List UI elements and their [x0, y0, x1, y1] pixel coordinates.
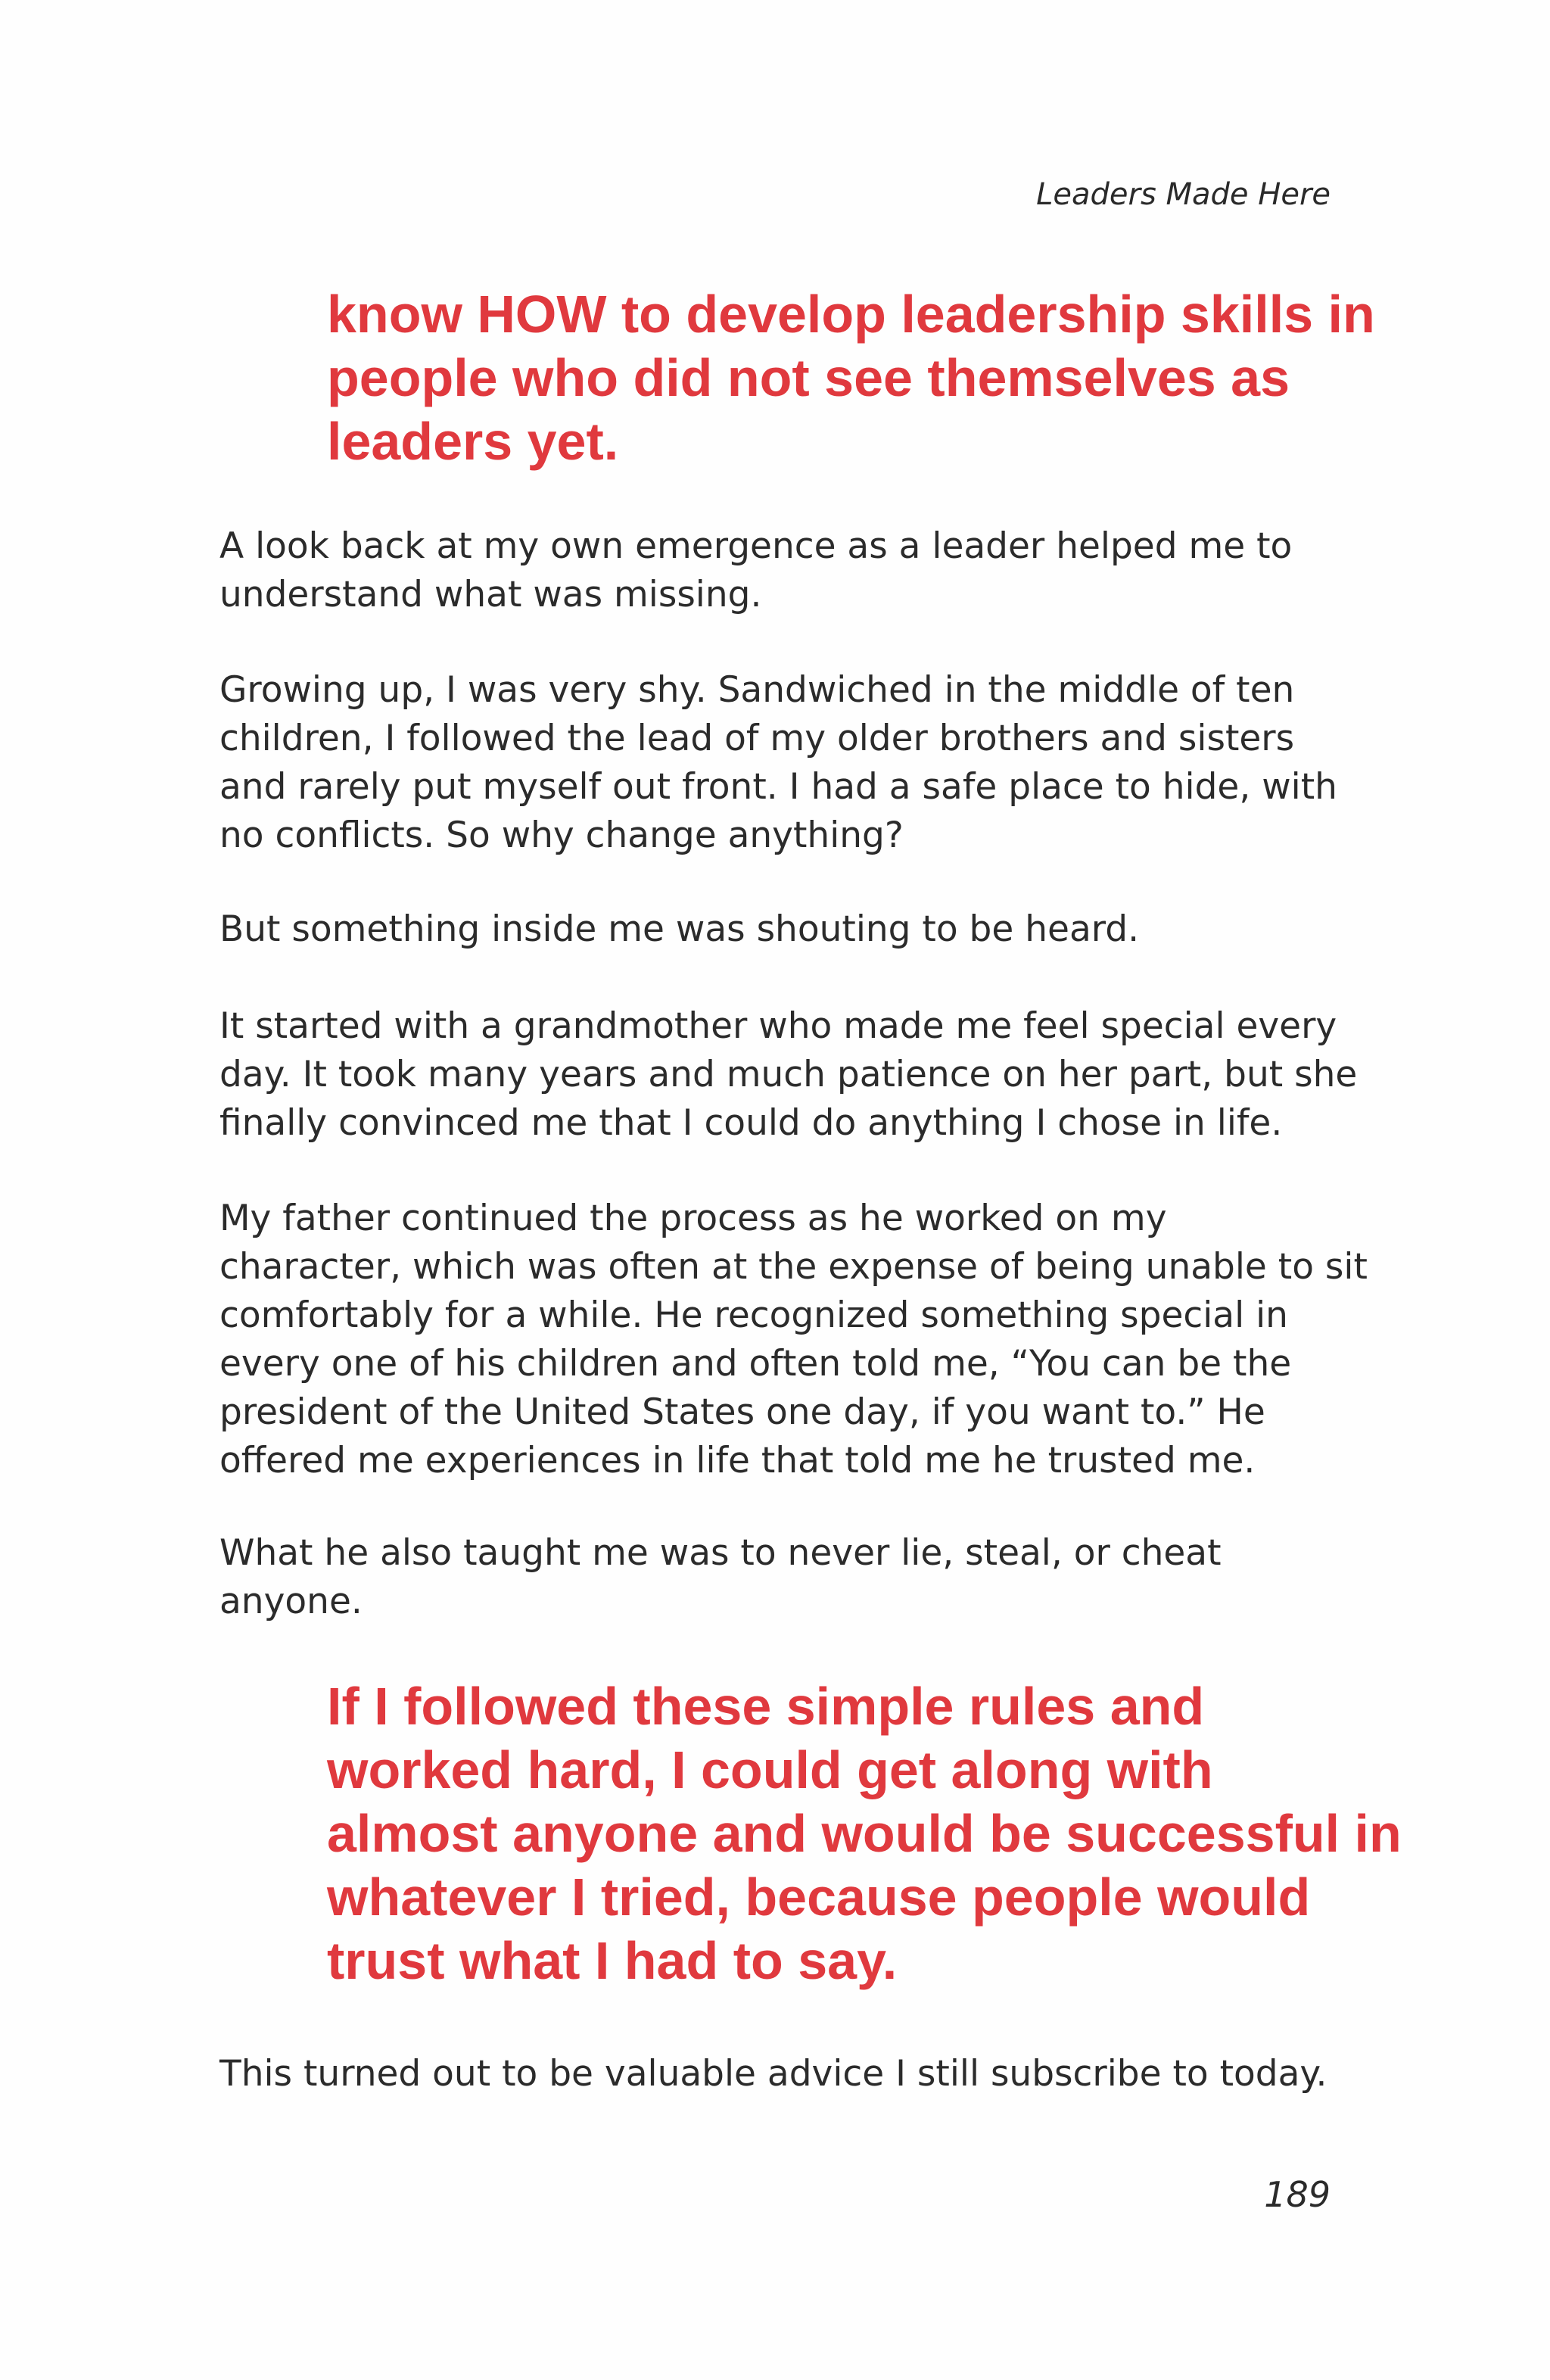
- pull-quote-line: know HOW to develop leadership skills in: [327, 285, 1375, 344]
- text-line: But something inside me was shouting to be heard.: [219, 908, 1140, 950]
- text-line: every one of his children and often told me, “You can be the: [219, 1343, 1292, 1385]
- pull-quote-line: worked hard, I could get along with: [327, 1740, 1213, 1799]
- text-line: finally convinced me that I could do anything I chose in life.: [219, 1102, 1283, 1144]
- body-paragraph-2: [219, 666, 1337, 860]
- text-line: What he also taught me was to never lie, steal, or cheat: [219, 1532, 1222, 1574]
- text-line: president of the United States one day, if you want to.” He: [219, 1391, 1265, 1433]
- text-line: character, which was often at the expense of being unable to sit: [219, 1246, 1368, 1288]
- pull-quote-line: people who did not see themselves as: [327, 348, 1290, 407]
- body-paragraph-1: [219, 522, 1332, 619]
- pull-quote-2: [327, 1674, 1402, 1992]
- text-line: anyone.: [219, 1581, 363, 1622]
- pull-quote-line: whatever I tried, because people would: [327, 1868, 1311, 1927]
- pull-quote-line: If I followed these simple rules and: [327, 1677, 1205, 1736]
- text-line: It started with a grandmother who made me feel special every: [219, 1005, 1337, 1047]
- text-line: My father continued the process as he worked on my: [219, 1198, 1167, 1239]
- text-line: no conflicts. So why change anything?: [219, 815, 904, 856]
- pull-quote-line: trust what I had to say.: [327, 1931, 898, 1990]
- text-line: offered me experiences in life that told me he trusted me.: [219, 1440, 1256, 1481]
- text-line: A look back at my own emergence as a leader helped me to: [219, 525, 1293, 567]
- pull-quote-1: [327, 282, 1375, 473]
- body-paragraph-5: [219, 1195, 1368, 1485]
- text-line: understand what was missing.: [219, 574, 762, 615]
- text-line: comfortably for a while. He recognized something special in: [219, 1294, 1288, 1336]
- body-paragraph-4: [219, 1002, 1358, 1148]
- body-paragraph-7: [219, 2050, 1332, 2098]
- text-line: Growing up, I was very shy. Sandwiched in the middle of ten: [219, 669, 1295, 711]
- text-line: This turned out to be valuable advice I still subscribe to today.: [219, 2053, 1327, 2095]
- running-header: Leaders Made Here: [1036, 177, 1331, 212]
- text-line: and rarely put myself out front. I had a safe place to hide, with: [219, 766, 1337, 808]
- page-number: 189: [1264, 2174, 1331, 2215]
- body-paragraph-6: [219, 1529, 1332, 1626]
- text-line: children, I followed the lead of my older brothers and sisters: [219, 718, 1295, 759]
- pull-quote-line: almost anyone and would be successful in: [327, 1804, 1402, 1863]
- pull-quote-line: leaders yet.: [327, 412, 619, 471]
- body-paragraph-3: [219, 905, 1332, 954]
- text-line: day. It took many years and much patience on her part, but she: [219, 1054, 1358, 1095]
